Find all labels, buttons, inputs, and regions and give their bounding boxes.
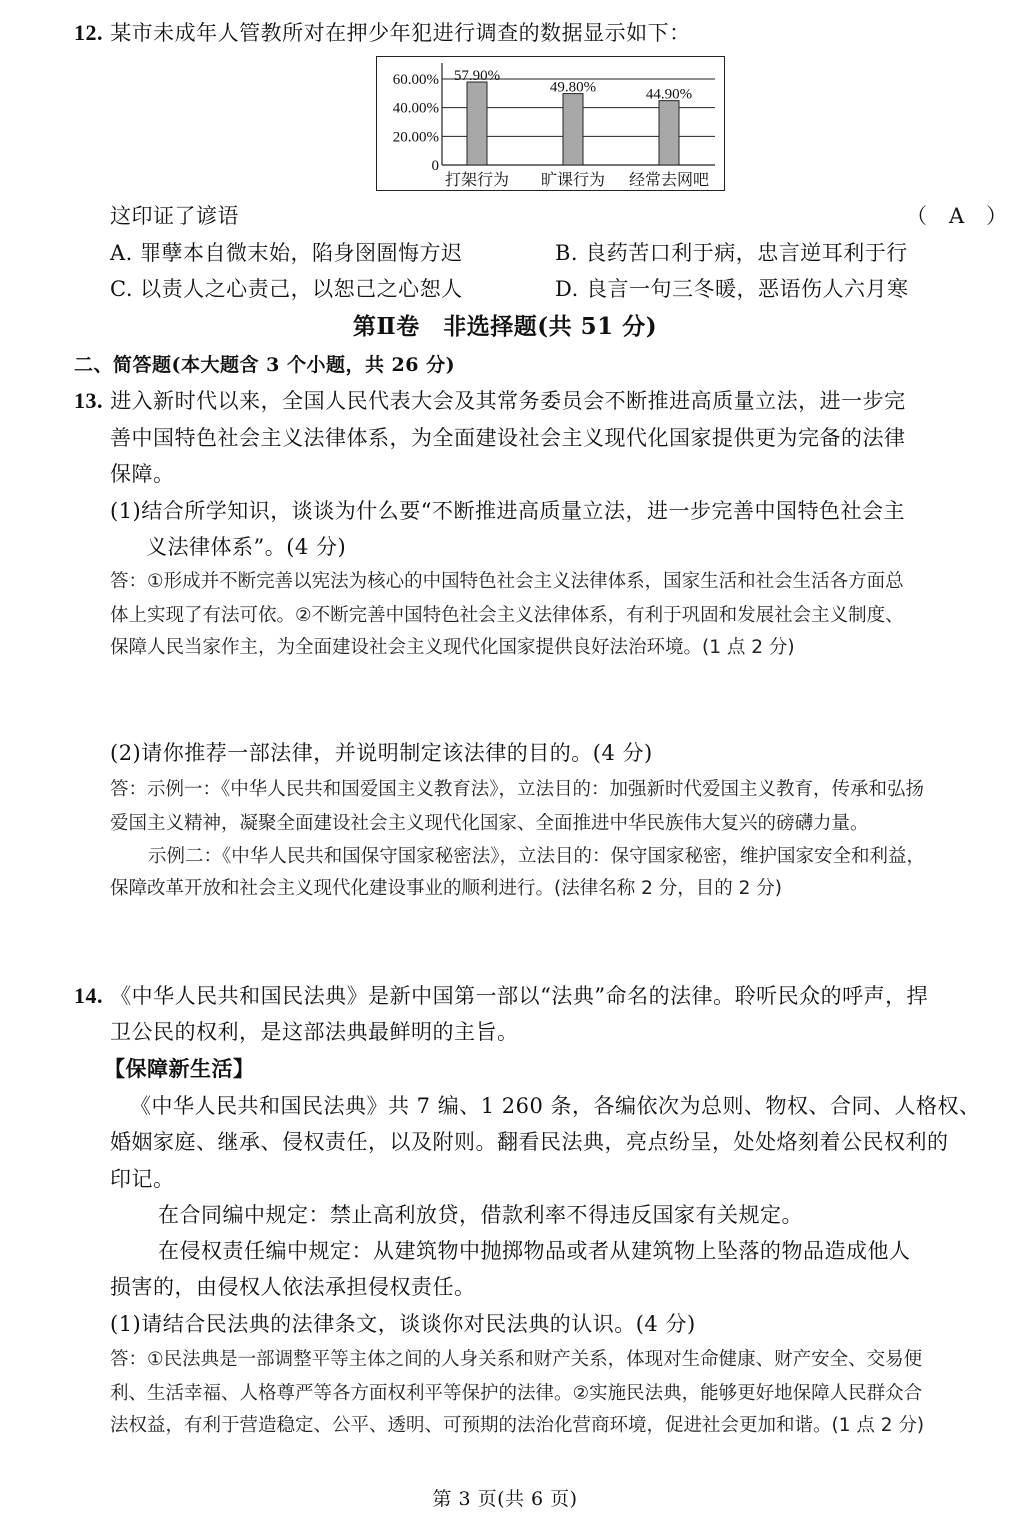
chart-data-label: 49.80% [549, 79, 597, 96]
q12-followup: 这印证了谚语 [110, 204, 239, 228]
q13-answer1-line-3: 保障人民当家作主，为全面建设社会主义现代化国家提供良好法治环境。(1 点 2 分) [110, 637, 795, 658]
q14-para1-line-3: 印记。 [110, 1167, 175, 1191]
q13-stem-line-2: 善中国特色社会主义法律体系，为全面建设社会主义现代化国家提供更为完备的法律 [110, 426, 906, 450]
q14-para2: 在合同编中规定：禁止高利放贷，借款利率不得违反国家有关规定。 [158, 1203, 803, 1227]
q13-stem-1: 进入新时代以来，全国人民代表大会及其常务委员会不断推进高质量立法，进一步完 [110, 389, 906, 413]
q12-answer: （ A ） [906, 204, 1008, 228]
chart-y-tick-label: 20.00% [392, 129, 439, 146]
chart-y-tick-label: 0 [431, 158, 439, 174]
q13-answer2-line-3: 示例二：《中华人民共和国保守国家秘密法》，立法目的：保守国家秘密，维护国家安全和利益， [148, 846, 926, 867]
q13-answer2-line-4: 保障改革开放和社会主义现代化建设事业的顺利进行。(法律名称 2 分，目的 2 分) [110, 878, 783, 899]
survey-bar-chart [376, 56, 725, 191]
part-title: 二、简答题(本大题含 3 个小题，共 26 分) [74, 354, 456, 376]
q12-number: 12. [74, 20, 103, 45]
q14-answer1-line-1: 答：①民法典是一部调整平等主体之间的人身关系和财产关系，体现对生命健康、财产安全、交易便 [110, 1349, 923, 1370]
q12-option-a: A. 罪孽本自微末始，陷身囹圄悔方迟 [110, 241, 463, 265]
q14-answer1-line-2: 利、生活幸福、人格尊严等各方面权利平等保护的法律。②实施民法典，能够更好地保障人民群众合 [110, 1383, 923, 1404]
q14-para1-line-1: 《中华人民共和国民法典》共 7 编、1 260 条，各编依次为总则、物权、合同、人格权、 [130, 1094, 981, 1118]
q13-answer1-line-2: 体上实现了有法可依。②不断完善中国特色社会主义法律体系，有利于巩固和发展社会主义制度、 [110, 605, 904, 626]
q13-number: 13. [74, 388, 103, 413]
q14-stem-1: 《中华人民共和国民法典》是新中国第一部以“法典”命名的法律。聆听民众的呼声，捍 [110, 984, 929, 1008]
page-footer: 第 3 页(共 6 页) [432, 1488, 578, 1510]
q13-answer2-line-2: 爱国主义精神，凝聚全面建设社会主义现代化国家、全面推进中华民族伟大复兴的磅礴力量。 [110, 813, 869, 834]
q12-option-c: C. 以责人之心责己，以恕己之心恕人 [110, 277, 463, 301]
q13-answer2-line-1: 答：示例一：《中华人民共和国爱国主义教育法》，立法目的：加强新时代爱国主义教育，传承和弘扬 [110, 779, 925, 800]
q14-stem-line-1 [74, 981, 928, 1011]
q12-option-b: B. 良药苦口利于病，忠言逆耳利于行 [555, 241, 908, 265]
section-title: 第Ⅱ卷 非选择题(共 51 分) [352, 313, 658, 340]
q14-heading: 【保障新生活】 [104, 1056, 255, 1081]
q14-stem-line-2: 卫公民的权利，是这部法典最鲜明的主旨。 [110, 1020, 519, 1044]
chart-bar [563, 94, 583, 165]
q13-sub1-line-2: 义法律体系”。(4 分) [146, 535, 347, 559]
chart-category-label: 经常去网吧 [628, 172, 710, 189]
q14-answer1-line-3: 法权益，有利于营造稳定、公平、透明、可预期的法治化营商环境，促进社会更加和谐。(1 点 2 分) [110, 1415, 925, 1436]
q13-sub2: (2)请你推荐一部法律，并说明制定该法律的目的。(4 分) [110, 741, 653, 765]
q14-para3-line-2: 损害的，由侵权人依法承担侵权责任。 [110, 1275, 476, 1299]
chart-data-label: 44.90% [645, 86, 693, 103]
q13-answer1-line-1: 答：①形成并不断完善以宪法为核心的中国特色社会主义法律体系，国家生活和社会生活各方面总 [110, 571, 904, 592]
q12-option-d: D. 良言一句三冬暖，恶语伤人六月寒 [555, 277, 909, 301]
q12-stem: 某市未成年人管教所对在押少年犯进行调查的数据显示如下： [110, 21, 691, 45]
chart-y-tick-label: 40.00% [392, 100, 439, 117]
q13-stem-line-3: 保障。 [110, 462, 175, 486]
q14-para3-line-1: 在侵权责任编中规定：从建筑物中抛掷物品或者从建筑物上坠落的物品造成他人 [158, 1239, 911, 1263]
chart-canvas [377, 57, 724, 190]
q14-number: 14. [74, 983, 103, 1008]
q13-sub1-line-1: (1)结合所学知识，谈谈为什么要“不断推进高质量立法，进一步完善中国特色社会主 [110, 499, 905, 523]
q14-sub1: (1)请结合民法典的法律条文，谈谈你对民法典的认识。(4 分) [110, 1312, 696, 1336]
chart-bar [467, 82, 487, 165]
chart-category-label: 旷课行为 [540, 172, 606, 189]
q12-stem-line [74, 18, 691, 48]
chart-bar [659, 101, 679, 165]
chart-category-label: 打架行为 [444, 172, 510, 189]
q14-para1-line-2: 婚姻家庭、继承、侵权责任，以及附则。翻看民法典，亮点纷呈，处处烙刻着公民权利的 [110, 1130, 949, 1154]
chart-data-label: 57.90% [453, 68, 501, 85]
q13-stem-line-1 [74, 386, 906, 416]
chart-y-tick-label: 60.00% [392, 72, 439, 88]
